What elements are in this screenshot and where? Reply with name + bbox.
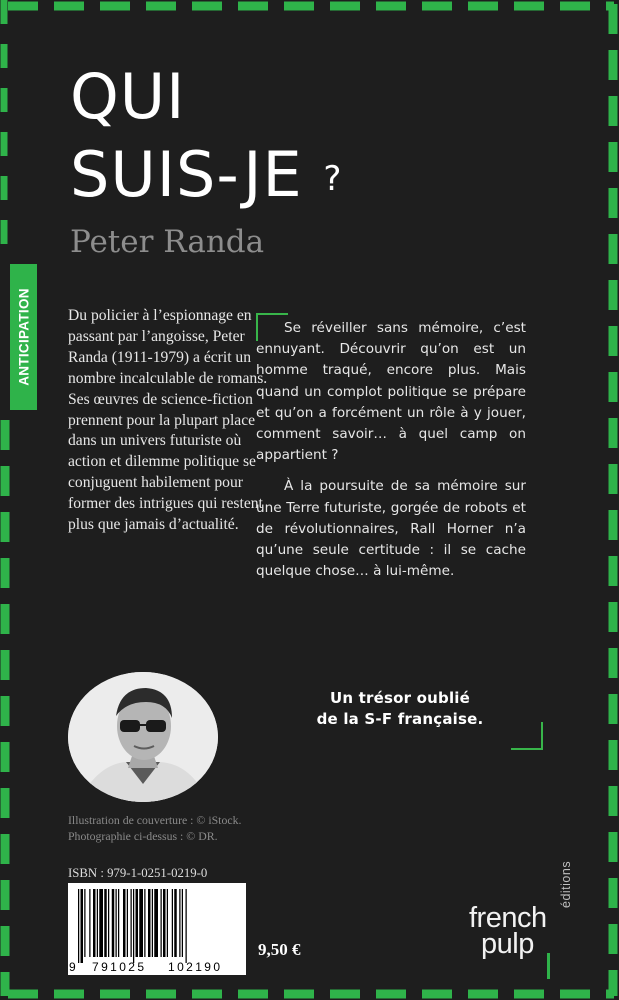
genre-tab — [10, 264, 37, 410]
barcode-bar — [163, 889, 166, 957]
barcode-bar — [139, 889, 143, 957]
barcode-bar — [81, 889, 84, 963]
barcode-bar — [131, 889, 132, 957]
tagline-line-1: Un trésor oublié — [329, 689, 471, 707]
barcode-bar — [174, 889, 177, 957]
barcode-bar — [99, 889, 103, 957]
title-question-mark: ? — [323, 159, 343, 199]
isbn: ISBN : 979-1-0251-0219-0 — [68, 866, 208, 880]
barcode-bar — [118, 889, 119, 957]
publisher-logo — [463, 860, 593, 980]
barcode-bar — [152, 889, 153, 957]
barcode-bar — [84, 889, 85, 957]
barcode-bar — [161, 889, 162, 957]
barcode-bar — [154, 889, 158, 957]
barcode-bar — [108, 889, 109, 957]
barcode-bar — [148, 889, 151, 957]
tagline — [270, 688, 530, 729]
author-bio: Du policier à l’espionnage en passant par l’angoisse, Peter Randa (1911-1979) a écrit un nombre incalculable de romans. Ses œuvres de science-fiction prennent pour la plupart place dans un univers futuriste où action et dilemme politique se conjuguent habilement pour former des intrigues qui restent plus que jamais d’actualité. — [68, 307, 268, 534]
bracket-bottom-right — [511, 722, 543, 750]
price: 9,50 € — [258, 940, 301, 959]
genre-label: ANTICIPATION — [16, 288, 31, 386]
publisher-accent-bar — [547, 953, 550, 979]
barcode-bar — [104, 889, 107, 957]
barcode-bar — [116, 889, 117, 957]
barcode-bar — [133, 889, 134, 963]
synopsis — [256, 318, 526, 582]
barcode-bar — [89, 889, 90, 957]
barcode-bar — [123, 889, 126, 957]
title-line-2: SUIS-JE — [70, 138, 303, 211]
barcode-bars — [78, 889, 187, 963]
barcode-bar — [179, 889, 180, 957]
barcode-bar — [167, 889, 168, 957]
author-name: Peter Randa — [70, 224, 265, 260]
credit-cover: Illustration de couverture : © iStock. — [68, 813, 242, 827]
tagline-line-2: de la S-F française. — [316, 709, 484, 728]
credit-photo: Photographie ci-dessus : © DR. — [68, 828, 218, 843]
barcode-bar — [172, 889, 173, 957]
publisher-editions-label: éditions — [559, 860, 573, 908]
barcode-bar — [97, 889, 98, 957]
book-title — [70, 58, 342, 218]
publisher-name-pulp: pulp — [481, 928, 534, 960]
barcode-bar — [127, 889, 128, 957]
author-photo — [68, 672, 218, 802]
barcode-bar — [186, 889, 187, 963]
barcode-group-1: 791025 — [92, 960, 147, 974]
synopsis-paragraph-2: À la poursuite de sa mémoire sur une Terre futuriste, gorgée de robots et de révolutionnaires, Rall Horner n’a qu’une seule certitude : il se cache quelque chose… à lui-même. — [256, 478, 526, 580]
barcode-image — [68, 883, 246, 975]
barcode-bar — [144, 889, 145, 957]
synopsis-paragraph-1: Se réveiller sans mémoire, c’est ennuyant. Découvrir qu’on est un homme traqué, encore plus. Mais quand un complot politique se prépare et qu’on a forcément un rôle à y jouer, comment savoir… à quel camp on appartient ? — [256, 320, 526, 464]
publisher-name-french: french — [469, 902, 547, 934]
title-line-1: QUI — [70, 60, 186, 133]
barcode-bar — [78, 889, 79, 963]
author-portrait-image — [68, 672, 218, 802]
barcode — [68, 883, 246, 975]
barcode-first-digit: 9 — [69, 960, 76, 974]
barcode-bar — [112, 889, 115, 957]
barcode-group-2: 102190 — [168, 960, 223, 974]
barcode-bar — [93, 889, 96, 957]
barcode-bar — [182, 889, 183, 957]
image-credits — [68, 813, 298, 844]
barcode-bar — [136, 889, 139, 957]
